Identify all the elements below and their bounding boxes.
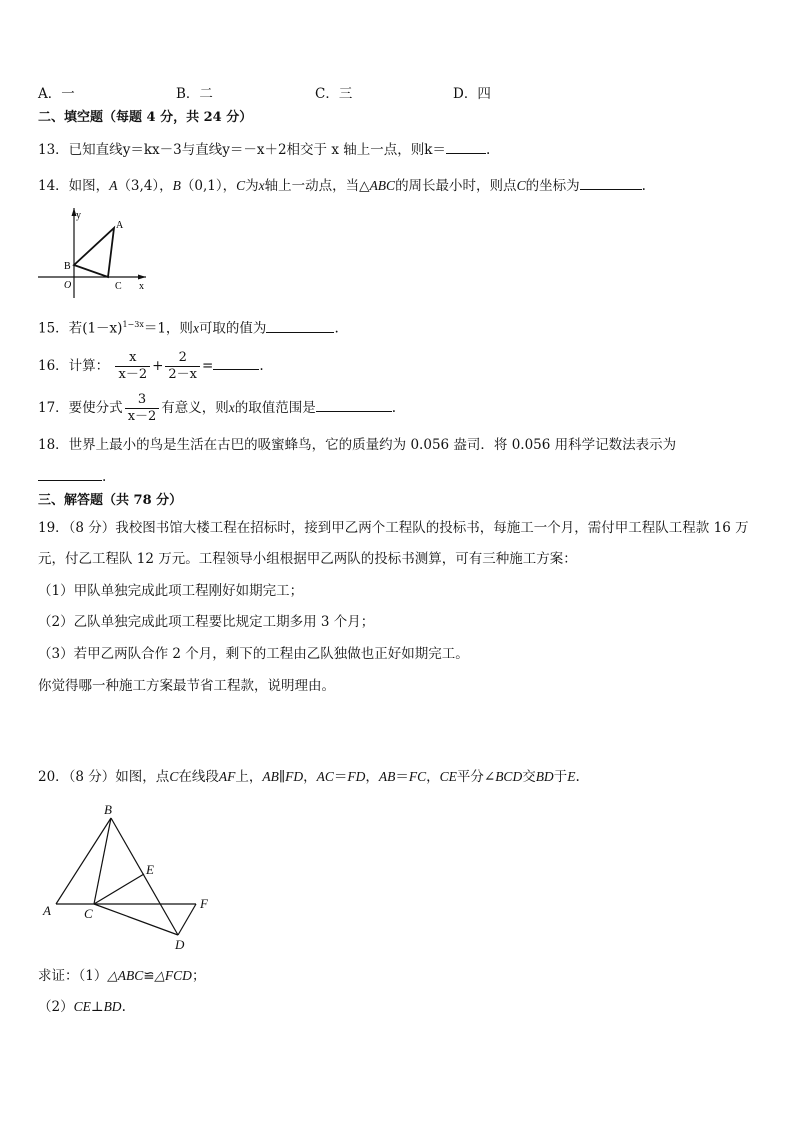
answer-blank (446, 139, 486, 154)
answer-blank (580, 175, 642, 190)
question-16: 16．计算： $\frac{x}{x-2}$ + $\frac{2}{2-x}$ = . (38, 350, 264, 382)
answer-blank (38, 466, 102, 481)
proof-part-2: （2）CE⊥BD. (38, 999, 126, 1015)
question-13: 13．已知直线y＝kx－3与直线y＝－x＋2相交于 x 轴上一点，则k＝ . (38, 139, 490, 160)
segment-cd (94, 904, 178, 935)
segment-fd (178, 904, 196, 935)
label-a: A (116, 220, 124, 231)
coordinate-figure (36, 206, 156, 302)
label-o: O (64, 280, 72, 291)
label-x: x (139, 281, 144, 292)
answer-blank (316, 397, 392, 412)
question-19-line-1: 19．（8 分）我校图书馆大楼工程在招标时，接到甲乙两个工程队的投标书，每施工一个月，需付甲工程队工程款 16 万 (38, 520, 749, 536)
segment-ce (94, 874, 144, 904)
section-fill-in-title: 二、填空题（每题 4 分，共 24 分） (38, 110, 253, 125)
option-c: C．三 (315, 86, 353, 102)
fraction-1: $\frac{x}{x-2}$ (115, 350, 150, 383)
segment-bd (111, 818, 178, 935)
label-c: C (84, 906, 93, 921)
label-f: F (200, 896, 208, 911)
label-b: B (64, 261, 71, 272)
option-d: D．四 (453, 86, 491, 102)
fraction-2: $\frac{2}{2-x}$ (165, 350, 200, 383)
question-19-scheme-2: （2）乙队单独完成此项工程要比规定工期多用 3 个月； (38, 614, 375, 630)
question-19-ask: 你觉得哪一种施工方案最节省工程款，说明理由。 (38, 678, 335, 694)
question-18-answer-line: . (38, 466, 106, 487)
question-19-scheme-1: （1）甲队单独完成此项工程刚好如期完工； (38, 583, 304, 599)
x-axis-arrow (138, 275, 146, 280)
label-c: C (115, 281, 122, 292)
question-15: 15．若$(1-x)^{1-3x}=1$，则x可取的值为 . (38, 315, 339, 339)
option-a: A．一 (38, 86, 75, 102)
answer-blank (266, 318, 334, 333)
question-19-line-2: 元，付乙工程队 12 万元。工程领导小组根据甲乙两队的投标书测算，可有三种施工方案： (38, 551, 577, 567)
question-17: 17．要使分式 $\frac{3}{x-2}$ 有意义，则x的取值范围是 . (38, 392, 397, 424)
answer-blank (213, 355, 259, 370)
question-19-scheme-3: （3）若甲乙两队合作 2 个月，剩下的工程由乙队独做也正好如期完工。 (38, 646, 469, 662)
label-b: B (104, 802, 112, 817)
fraction: $\frac{3}{x-2}$ (125, 392, 160, 425)
label-a: A (43, 903, 51, 918)
proof-part-1: 求证：（1）△ABC≌△FCD； (38, 968, 206, 984)
label-d: D (175, 937, 185, 952)
question-20: 20．（8 分）如图，点C在线段AF上，AB∥FD，AC＝FD，AB＝FC，CE平分∠BCD交BD于E. (38, 769, 580, 785)
section-answer-title: 三、解答题（共 78 分） (38, 493, 183, 508)
triangle-abc (74, 228, 114, 277)
question-14: 14．如图，A（3,4），B（0,1），C为x轴上一动点，当△ABC的周长最小时，则点C的坐标为 . (38, 175, 646, 196)
label-e: E (146, 862, 154, 877)
label-y: y (76, 210, 81, 221)
option-b: B．二 (176, 86, 213, 102)
question-18: 18．世界上最小的鸟是生活在古巴的吸蜜蜂鸟，它的质量约为 0.056 盎司．将 0.056 用科学记数法表示为 (38, 437, 677, 453)
geometry-figure (36, 798, 226, 954)
